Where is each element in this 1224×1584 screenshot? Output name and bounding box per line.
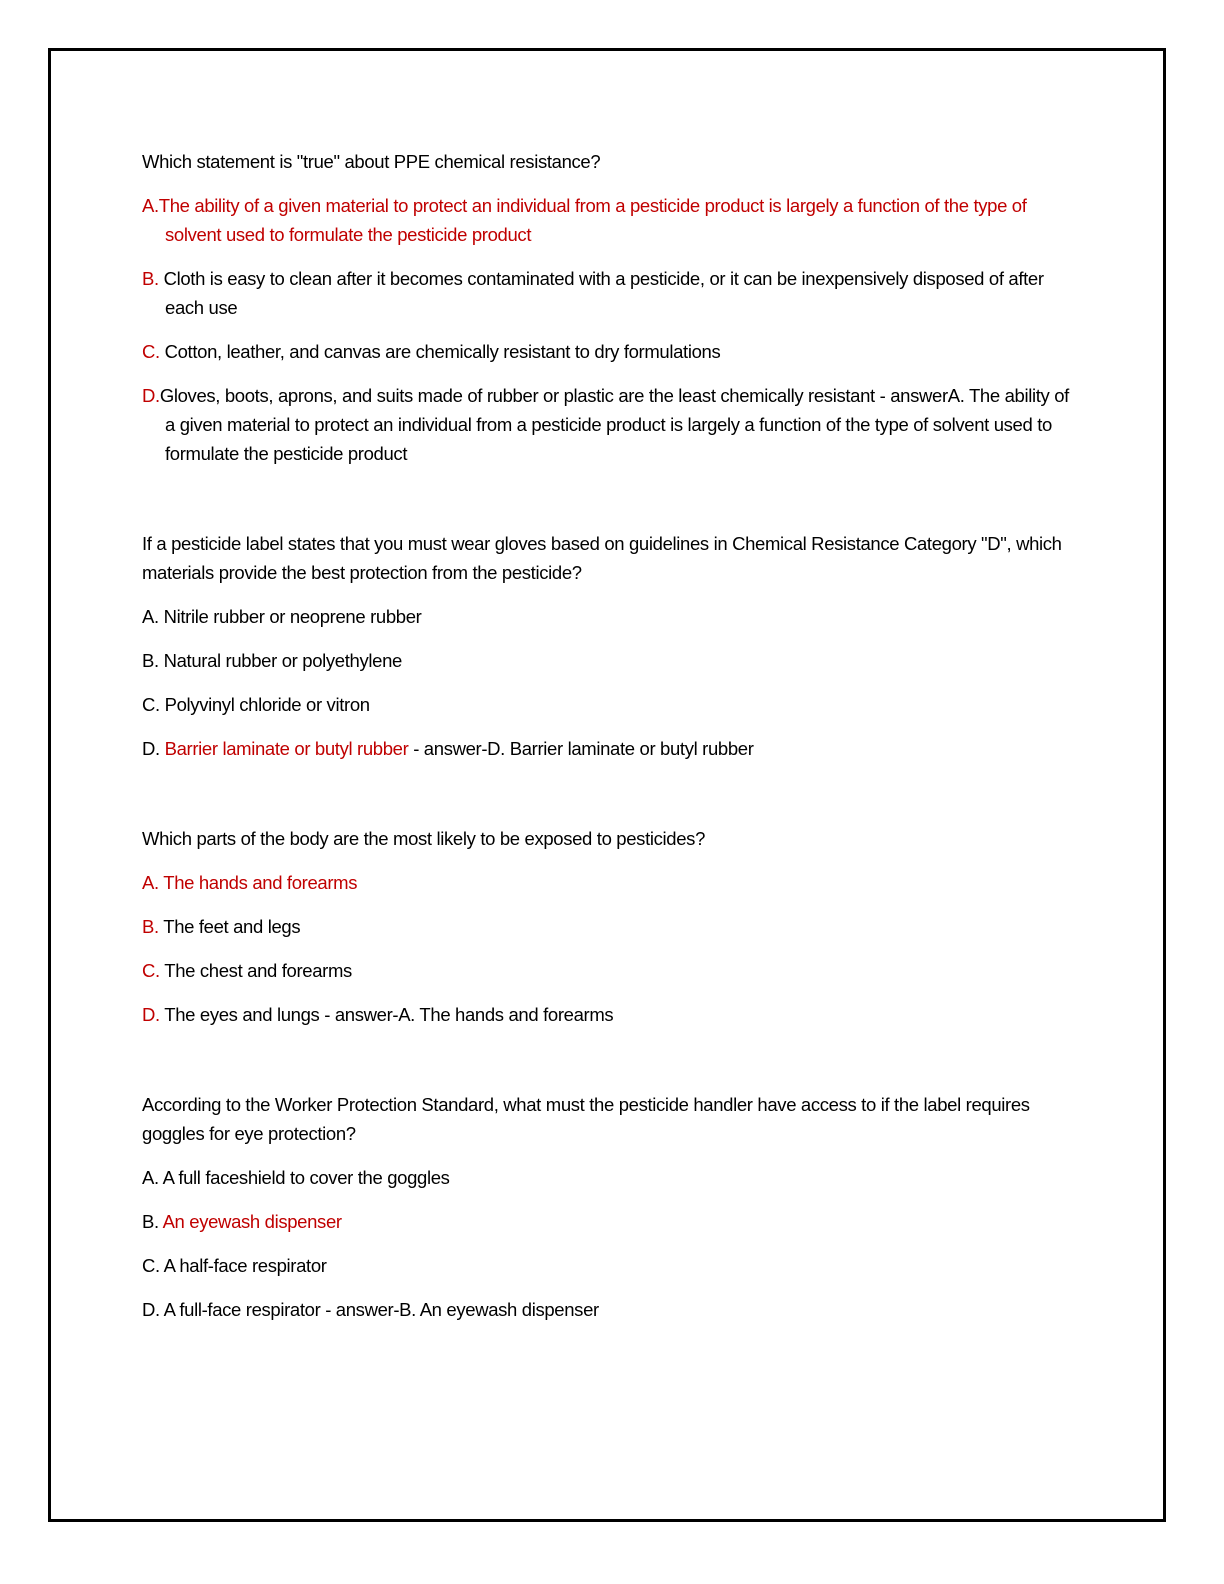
question-text: If a pesticide label states that you must wear gloves based on guidelines in Chemical Resistance Category "D", which materials provide the best protection from the pesticide? bbox=[142, 533, 1062, 583]
question-text: According to the Worker Protection Standard, what must the pesticide handler have access to if the label requires goggles for eye protection? bbox=[142, 1094, 1030, 1144]
option-letter: D. bbox=[142, 385, 160, 406]
option-letter: D. bbox=[142, 738, 160, 759]
question-2 bbox=[142, 529, 1082, 763]
option-text: A full faceshield to cover the goggles bbox=[162, 1167, 450, 1188]
option-letter: C. bbox=[142, 1255, 160, 1276]
answer-text: - answer-D. Barrier laminate or butyl rubber bbox=[408, 738, 754, 759]
question-text: Which statement is "true" about PPE chemical resistance? bbox=[142, 151, 601, 172]
question-text: Which parts of the body are the most likely to be exposed to pesticides? bbox=[142, 828, 706, 849]
option-d bbox=[142, 1000, 1082, 1029]
option-text: Nitrile rubber or neoprene rubber bbox=[163, 606, 422, 627]
option-c bbox=[142, 337, 1082, 366]
option-a bbox=[142, 868, 1082, 897]
option-text: The ability of a given material to protect an individual from a pesticide product is largely a function of the type of solvent used to formulate the pesticide product bbox=[158, 195, 1027, 245]
option-letter: A. bbox=[142, 606, 159, 627]
option-letter: A. bbox=[142, 195, 159, 216]
spacer bbox=[142, 483, 1082, 529]
option-letter: A. bbox=[142, 1167, 159, 1188]
option-text: Cloth is easy to clean after it becomes contaminated with a pesticide, or it can be inexpensively disposed of after each use bbox=[163, 268, 1044, 318]
option-a bbox=[142, 602, 1082, 631]
option-letter: D. bbox=[142, 1299, 160, 1320]
option-letter: C. bbox=[142, 341, 160, 362]
spacer bbox=[142, 1044, 1082, 1090]
spacer bbox=[142, 778, 1082, 824]
option-letter: B. bbox=[142, 268, 159, 289]
option-letter: C. bbox=[142, 960, 160, 981]
option-c bbox=[142, 690, 1082, 719]
question-4 bbox=[142, 1090, 1082, 1324]
question-3 bbox=[142, 824, 1082, 1029]
option-text: Cotton, leather, and canvas are chemically resistant to dry formulations bbox=[164, 341, 721, 362]
option-b bbox=[142, 1207, 1082, 1236]
option-letter: B. bbox=[142, 1211, 159, 1232]
question-1 bbox=[142, 147, 1082, 468]
option-a bbox=[142, 1163, 1082, 1192]
option-letter: B. bbox=[142, 650, 159, 671]
option-text: The eyes and lungs - answer-A. The hands and forearms bbox=[164, 1004, 614, 1025]
option-text: A half-face respirator bbox=[163, 1255, 327, 1276]
option-text: Polyvinyl chloride or vitron bbox=[164, 694, 370, 715]
option-d bbox=[142, 1295, 1082, 1324]
option-text: The hands and forearms bbox=[163, 872, 358, 893]
option-text: An eyewash dispenser bbox=[162, 1211, 342, 1232]
option-c bbox=[142, 956, 1082, 985]
option-text: Natural rubber or polyethylene bbox=[163, 650, 402, 671]
option-letter: D. bbox=[142, 1004, 160, 1025]
option-letter: A. bbox=[142, 872, 159, 893]
option-text: The feet and legs bbox=[163, 916, 301, 937]
option-a bbox=[142, 191, 1082, 249]
option-letter: C. bbox=[142, 694, 160, 715]
option-text: The chest and forearms bbox=[164, 960, 352, 981]
option-text-highlighted: Barrier laminate or butyl rubber bbox=[164, 738, 409, 759]
option-d bbox=[142, 381, 1082, 468]
option-text: Gloves, boots, aprons, and suits made of rubber or plastic are the least chemically resistant - answerA. The ability of a given material to protect an individual from a pesticide product is largely a function of the type of solvent used to formulate the pesticide product bbox=[159, 385, 1069, 464]
option-b bbox=[142, 912, 1082, 941]
option-d bbox=[142, 734, 1082, 763]
option-text: A full-face respirator - answer-B. An eyewash dispenser bbox=[163, 1299, 599, 1320]
option-c bbox=[142, 1251, 1082, 1280]
document-body bbox=[142, 147, 1082, 1339]
option-b bbox=[142, 646, 1082, 675]
option-b bbox=[142, 264, 1082, 322]
option-letter: B. bbox=[142, 916, 159, 937]
